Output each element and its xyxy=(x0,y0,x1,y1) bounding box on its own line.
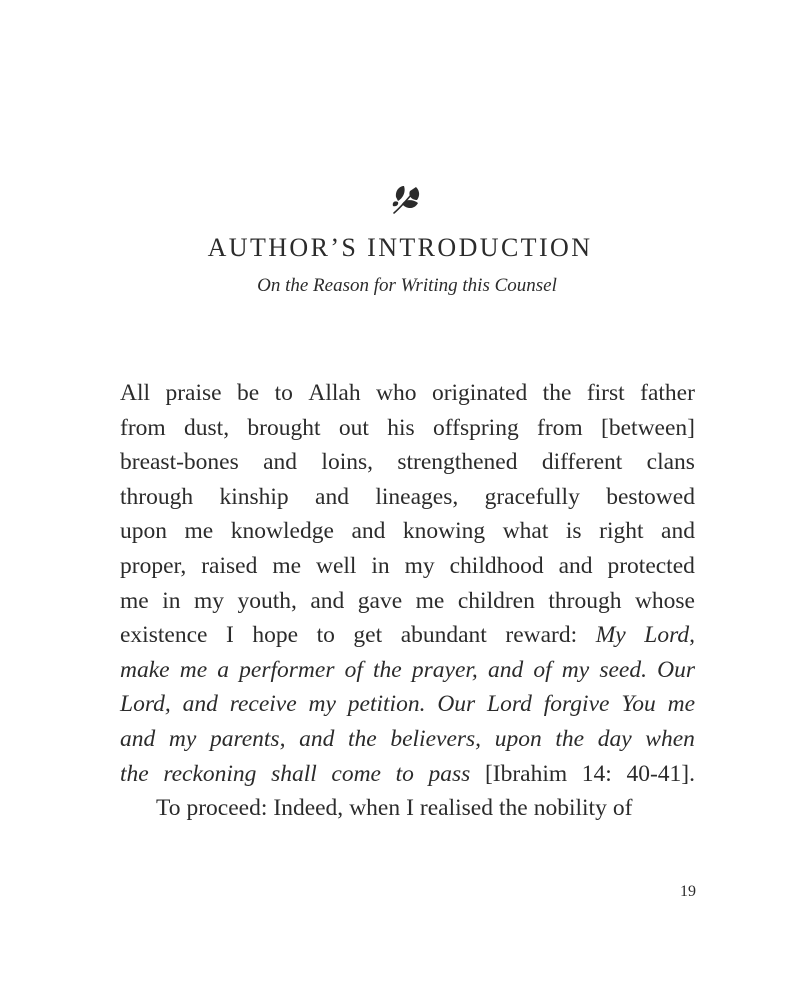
word: Lord, xyxy=(120,691,171,718)
word: be xyxy=(237,380,260,406)
word: dust, xyxy=(184,414,230,441)
word: and xyxy=(120,725,156,752)
word: brought xyxy=(247,414,321,441)
word: his xyxy=(387,414,415,441)
word: and xyxy=(351,518,386,545)
word: praise xyxy=(165,380,222,406)
word: the xyxy=(542,380,572,406)
word: Allah xyxy=(308,380,361,406)
word: to xyxy=(316,622,335,649)
word: of xyxy=(612,795,633,822)
word: forgive xyxy=(543,691,610,718)
word: my xyxy=(193,587,224,614)
word: of xyxy=(344,656,363,683)
word: well xyxy=(315,552,357,579)
word: Lord xyxy=(487,691,532,718)
text-line xyxy=(120,653,695,688)
word: receive xyxy=(229,691,297,718)
word: me xyxy=(272,552,302,579)
word: All xyxy=(120,380,151,406)
word: through xyxy=(548,587,622,614)
word: abundant xyxy=(400,622,487,649)
word: my xyxy=(404,552,435,579)
word: originated xyxy=(431,380,528,406)
word: when xyxy=(645,725,695,752)
word: [between] xyxy=(601,414,695,441)
word: parents, xyxy=(209,725,286,752)
word: shall xyxy=(271,760,317,787)
body-paragraphs xyxy=(120,376,695,826)
word: a xyxy=(217,656,230,683)
word: existence xyxy=(120,622,208,649)
text-line xyxy=(120,722,695,757)
word: prayer, xyxy=(411,656,478,683)
text-line xyxy=(120,445,695,480)
word: different xyxy=(541,449,623,476)
word: 40-41]. xyxy=(626,760,695,787)
word: kinship xyxy=(219,483,289,510)
word: who xyxy=(376,380,417,406)
word: me xyxy=(667,691,695,718)
text-line xyxy=(120,618,695,653)
text-line xyxy=(120,687,695,722)
word: seed. xyxy=(599,656,647,683)
word: You xyxy=(621,691,656,718)
text-line xyxy=(120,480,695,515)
word: what xyxy=(502,518,549,545)
word: the xyxy=(373,656,402,683)
word: upon xyxy=(494,725,542,752)
leaf-sprig-icon xyxy=(389,183,423,217)
word: strengthened xyxy=(397,449,518,476)
word: bestowed xyxy=(606,483,695,510)
word: youth, xyxy=(237,587,297,614)
word: To xyxy=(156,795,181,822)
text-line xyxy=(120,757,695,792)
word: childhood xyxy=(449,552,544,579)
word: and xyxy=(487,656,524,683)
word: gracefully xyxy=(484,483,580,510)
word: [Ibrahim xyxy=(484,760,568,787)
text-line xyxy=(120,376,695,411)
word: I xyxy=(406,795,414,822)
word: gave xyxy=(357,587,403,614)
word: Our xyxy=(657,656,695,683)
word: from xyxy=(120,414,166,441)
word: and xyxy=(263,449,298,476)
word: petition. xyxy=(347,691,426,718)
word: upon xyxy=(120,518,167,545)
word: to xyxy=(395,760,414,787)
word: my xyxy=(308,691,336,718)
word: proper, xyxy=(120,552,187,579)
word: raised xyxy=(201,552,258,579)
word: believers, xyxy=(390,725,482,752)
word: me xyxy=(415,587,445,614)
word: is xyxy=(565,518,582,545)
word: My xyxy=(595,622,626,649)
word: pass xyxy=(428,760,471,787)
word: proceed: xyxy=(186,795,268,822)
word: in xyxy=(162,587,181,614)
word: Indeed, xyxy=(273,795,344,822)
word: 14: xyxy=(581,760,612,787)
word: breast-bones xyxy=(120,449,239,476)
word: Lord, xyxy=(644,622,695,649)
word: hope xyxy=(252,622,299,649)
word: my xyxy=(168,725,197,752)
word: make xyxy=(120,656,170,683)
word: children xyxy=(457,587,535,614)
word: right xyxy=(599,518,644,545)
text-line xyxy=(120,411,695,446)
word: and xyxy=(661,518,695,545)
word: the xyxy=(499,795,528,822)
word: my xyxy=(561,656,590,683)
text-line xyxy=(120,549,695,584)
word: the xyxy=(555,725,585,752)
word: performer xyxy=(239,656,335,683)
word: nobility xyxy=(533,795,607,822)
text-line xyxy=(120,584,695,619)
word: whose xyxy=(634,587,695,614)
word: father xyxy=(640,380,695,406)
word: reckoning xyxy=(163,760,257,787)
word: loins, xyxy=(321,449,374,476)
word: clans xyxy=(646,449,695,476)
chapter-subtitle: On the Reason for Writing this Counsel xyxy=(257,275,557,296)
word: me xyxy=(120,587,149,614)
word: when xyxy=(349,795,401,822)
word: me xyxy=(179,656,208,683)
word: knowing xyxy=(402,518,486,545)
text-line xyxy=(120,514,695,549)
word: and xyxy=(299,725,335,752)
word: first xyxy=(586,380,625,406)
chapter-title: AUTHOR’S INTRODUCTION xyxy=(207,233,593,262)
word: get xyxy=(353,622,383,649)
word: and xyxy=(310,587,345,614)
word: me xyxy=(184,518,214,545)
word: protected xyxy=(607,552,695,579)
word: through xyxy=(120,483,194,510)
word: come xyxy=(331,760,381,787)
word: day xyxy=(597,725,632,752)
word: lineages, xyxy=(375,483,459,510)
word: and xyxy=(315,483,349,510)
word: reward: xyxy=(505,622,578,649)
word: offspring xyxy=(432,414,519,441)
word: I xyxy=(225,622,234,649)
word: from xyxy=(537,414,583,441)
word: and xyxy=(182,691,218,718)
word: and xyxy=(558,552,593,579)
word: Our xyxy=(437,691,476,718)
word: the xyxy=(347,725,377,752)
word: out xyxy=(338,414,369,441)
word: of xyxy=(533,656,552,683)
word: the xyxy=(120,760,149,787)
word: in xyxy=(371,552,390,579)
word: realised xyxy=(419,795,493,822)
text-line xyxy=(120,791,695,826)
word: to xyxy=(274,380,293,406)
word: knowledge xyxy=(230,518,334,545)
page-number: 19 xyxy=(680,883,696,900)
